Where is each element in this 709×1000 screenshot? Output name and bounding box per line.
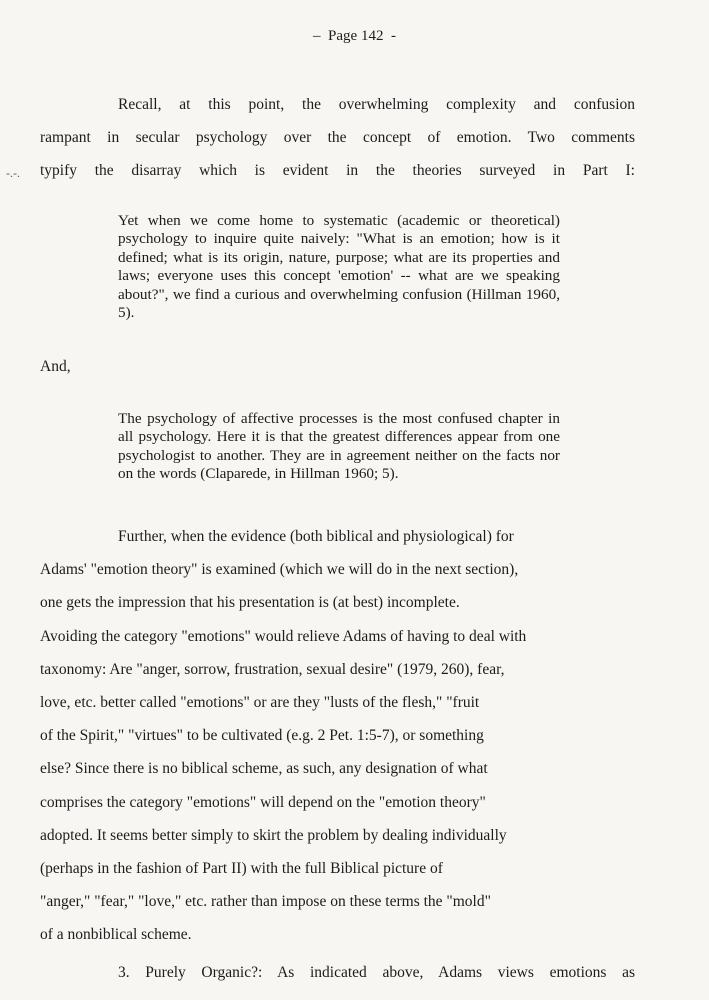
paragraph-line: taxonomy: Are "anger, sorrow, frustration, sexual desire" (1979, 260), fear, (40, 660, 505, 678)
paragraph-line: of the Spirit," "virtues" to be cultivated (e.g. 2 Pet. 1:5-7), or something (40, 727, 484, 745)
paragraph-purely-organic (40, 956, 635, 989)
paragraph-line: (perhaps in the fashion of Part II) with the full Biblical picture of (40, 860, 443, 878)
page-number: – Page 142 - (313, 28, 396, 44)
block-quote-claparede: The psychology of affective processes is the most confused chapter in all psychology. Here it is that the greatest differences appear from one psychologist to another. They are in agreement neither on the facts nor on the words (Claparede, in Hillman 1960; 5). (118, 410, 560, 483)
paragraph-line: Further, when the evidence (both biblical and physiological) for (118, 528, 514, 545)
paragraph-line: Avoiding the category "emotions" would relieve Adams of having to deal with (40, 627, 527, 645)
margin-pencil-mark: -.-. (6, 166, 20, 180)
paragraph-line: comprises the category "emotions" will depend on the "emotion theory" (40, 793, 486, 811)
paragraph-line: Recall, at this point, the overwhelming complexity and confusion (118, 96, 635, 113)
paragraph-line: love, etc. better called "emotions" or are they "lusts of the flesh," "fruit (40, 694, 480, 712)
paragraph-line: adopted. It seems better simply to skirt the problem by dealing individually (40, 826, 507, 844)
paragraph-line: "anger," "fear," "love," etc. rather than impose on these terms the "mold" (40, 893, 491, 911)
paragraph-line: one gets the impression that his presentation is (at best) incomplete. (40, 594, 460, 612)
and-connector: And, (40, 358, 71, 375)
paragraph-further (40, 520, 635, 952)
paragraph-line: 3. Purely Organic?: As indicated above, Adams views emotions as (118, 964, 635, 981)
paragraph-line: else? Since there is no biblical scheme, as such, any designation of what (40, 760, 488, 778)
paragraph-line: of a nonbiblical scheme. (40, 926, 192, 944)
block-quote-hillman: Yet when we come home to systematic (academic or theoretical) psychology to inquire quite naively: "What is an emotion; how is it defined; what is its origin, nature, purpose; what are its properties and laws; everyone uses this concept 'emotion' -- what are we speaking about?", we find a curious and overwhelming confusion (Hillman 1960, 5). (118, 212, 560, 322)
paragraph-line: typify the disarray which is evident in the theories surveyed in Part I: (40, 162, 635, 180)
paragraph-line: rampant in secular psychology over the concept of emotion. Two comments (40, 129, 635, 147)
paragraph-recall (40, 88, 635, 188)
paragraph-line: Adams' "emotion theory" is examined (which we will do in the next section), (40, 561, 519, 579)
